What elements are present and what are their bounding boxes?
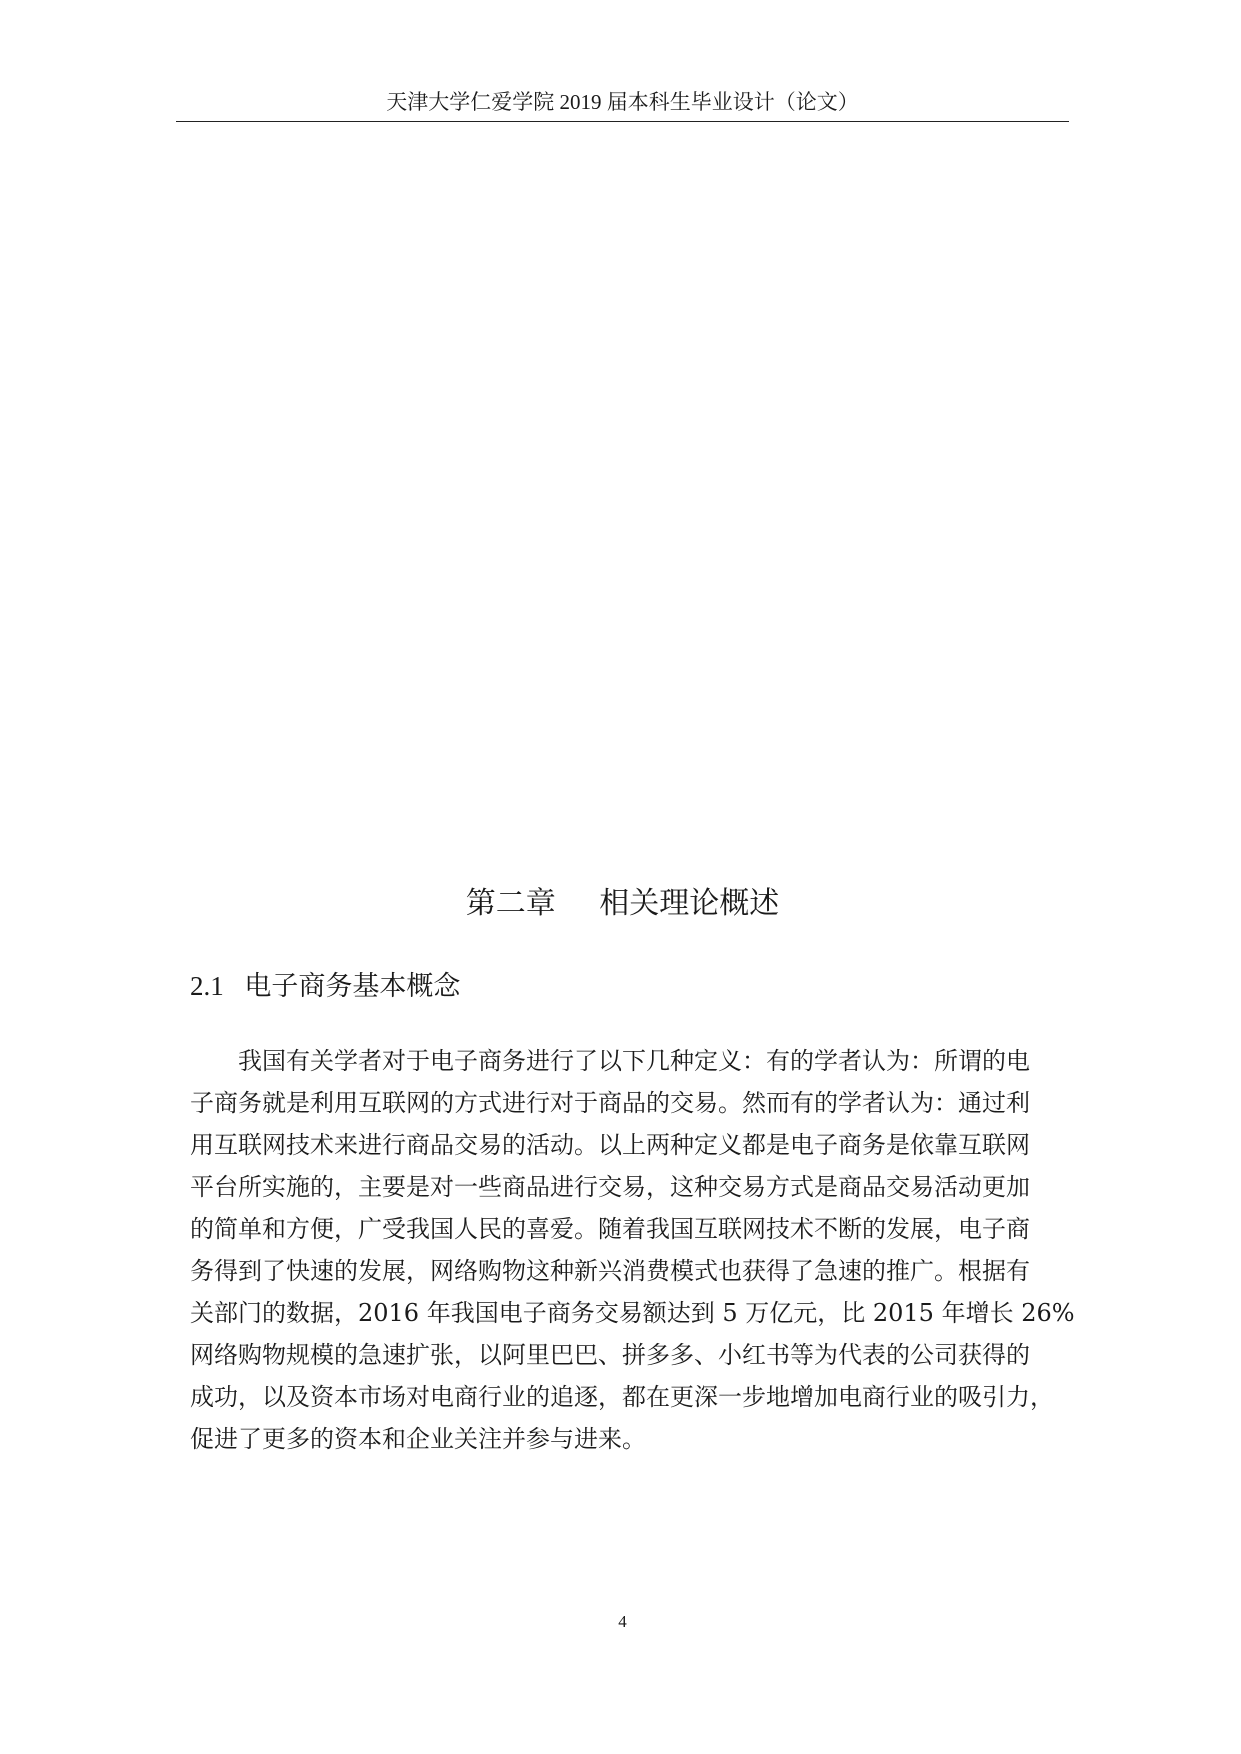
paragraph-line: 网络购物规模的急速扩张，以阿里巴巴、拼多多、小红书等为代表的公司获得的 — [190, 1341, 1030, 1369]
paragraph-line: 的简单和方便，广受我国人民的喜爱。随着我国互联网技术不断的发展，电子商 — [190, 1215, 1030, 1243]
section-title: 电子商务基本概念 — [244, 971, 461, 1002]
body-paragraph — [190, 1040, 1080, 1460]
paragraph-line: 平台所实施的，主要是对一些商品进行交易，这种交易方式是商品交易活动更加 — [190, 1173, 1030, 1201]
chapter-number: 第二章 — [465, 886, 556, 921]
paragraph-line: 务得到了快速的发展，网络购物这种新兴消费模式也获得了急速的推广。根据有 — [190, 1257, 1030, 1285]
header-rule — [176, 121, 1069, 122]
chapter-title — [176, 884, 1069, 924]
paragraph-line: 用互联网技术来进行商品交易的活动。以上两种定义都是电子商务是依靠互联网 — [190, 1131, 1030, 1159]
paragraph-line: 成功，以及资本市场对电商行业的追逐，都在更深一步地增加电商行业的吸引力， — [190, 1383, 1054, 1411]
page-number: 4 — [618, 1612, 627, 1631]
paragraph-line: 我国有关学者对于电子商务进行了以下几种定义：有的学者认为：所谓的电 — [238, 1047, 1030, 1075]
paragraph-line: 子商务就是利用互联网的方式进行对于商品的交易。然而有的学者认为：通过利 — [190, 1089, 1030, 1117]
paragraph-line: 促进了更多的资本和企业关注并参与进来。 — [190, 1425, 646, 1453]
paragraph-line: 关部门的数据，2016 年我国电子商务交易额达到 5 万亿元，比 2015 年增长 26% — [190, 1299, 1075, 1327]
page-header: 天津大学仁爱学院 2019 届本科生毕业设计（论文） — [386, 90, 859, 114]
section-heading — [190, 968, 460, 1005]
chapter-name: 相关理论概述 — [599, 886, 780, 921]
section-number: 2.1 — [190, 971, 224, 1001]
